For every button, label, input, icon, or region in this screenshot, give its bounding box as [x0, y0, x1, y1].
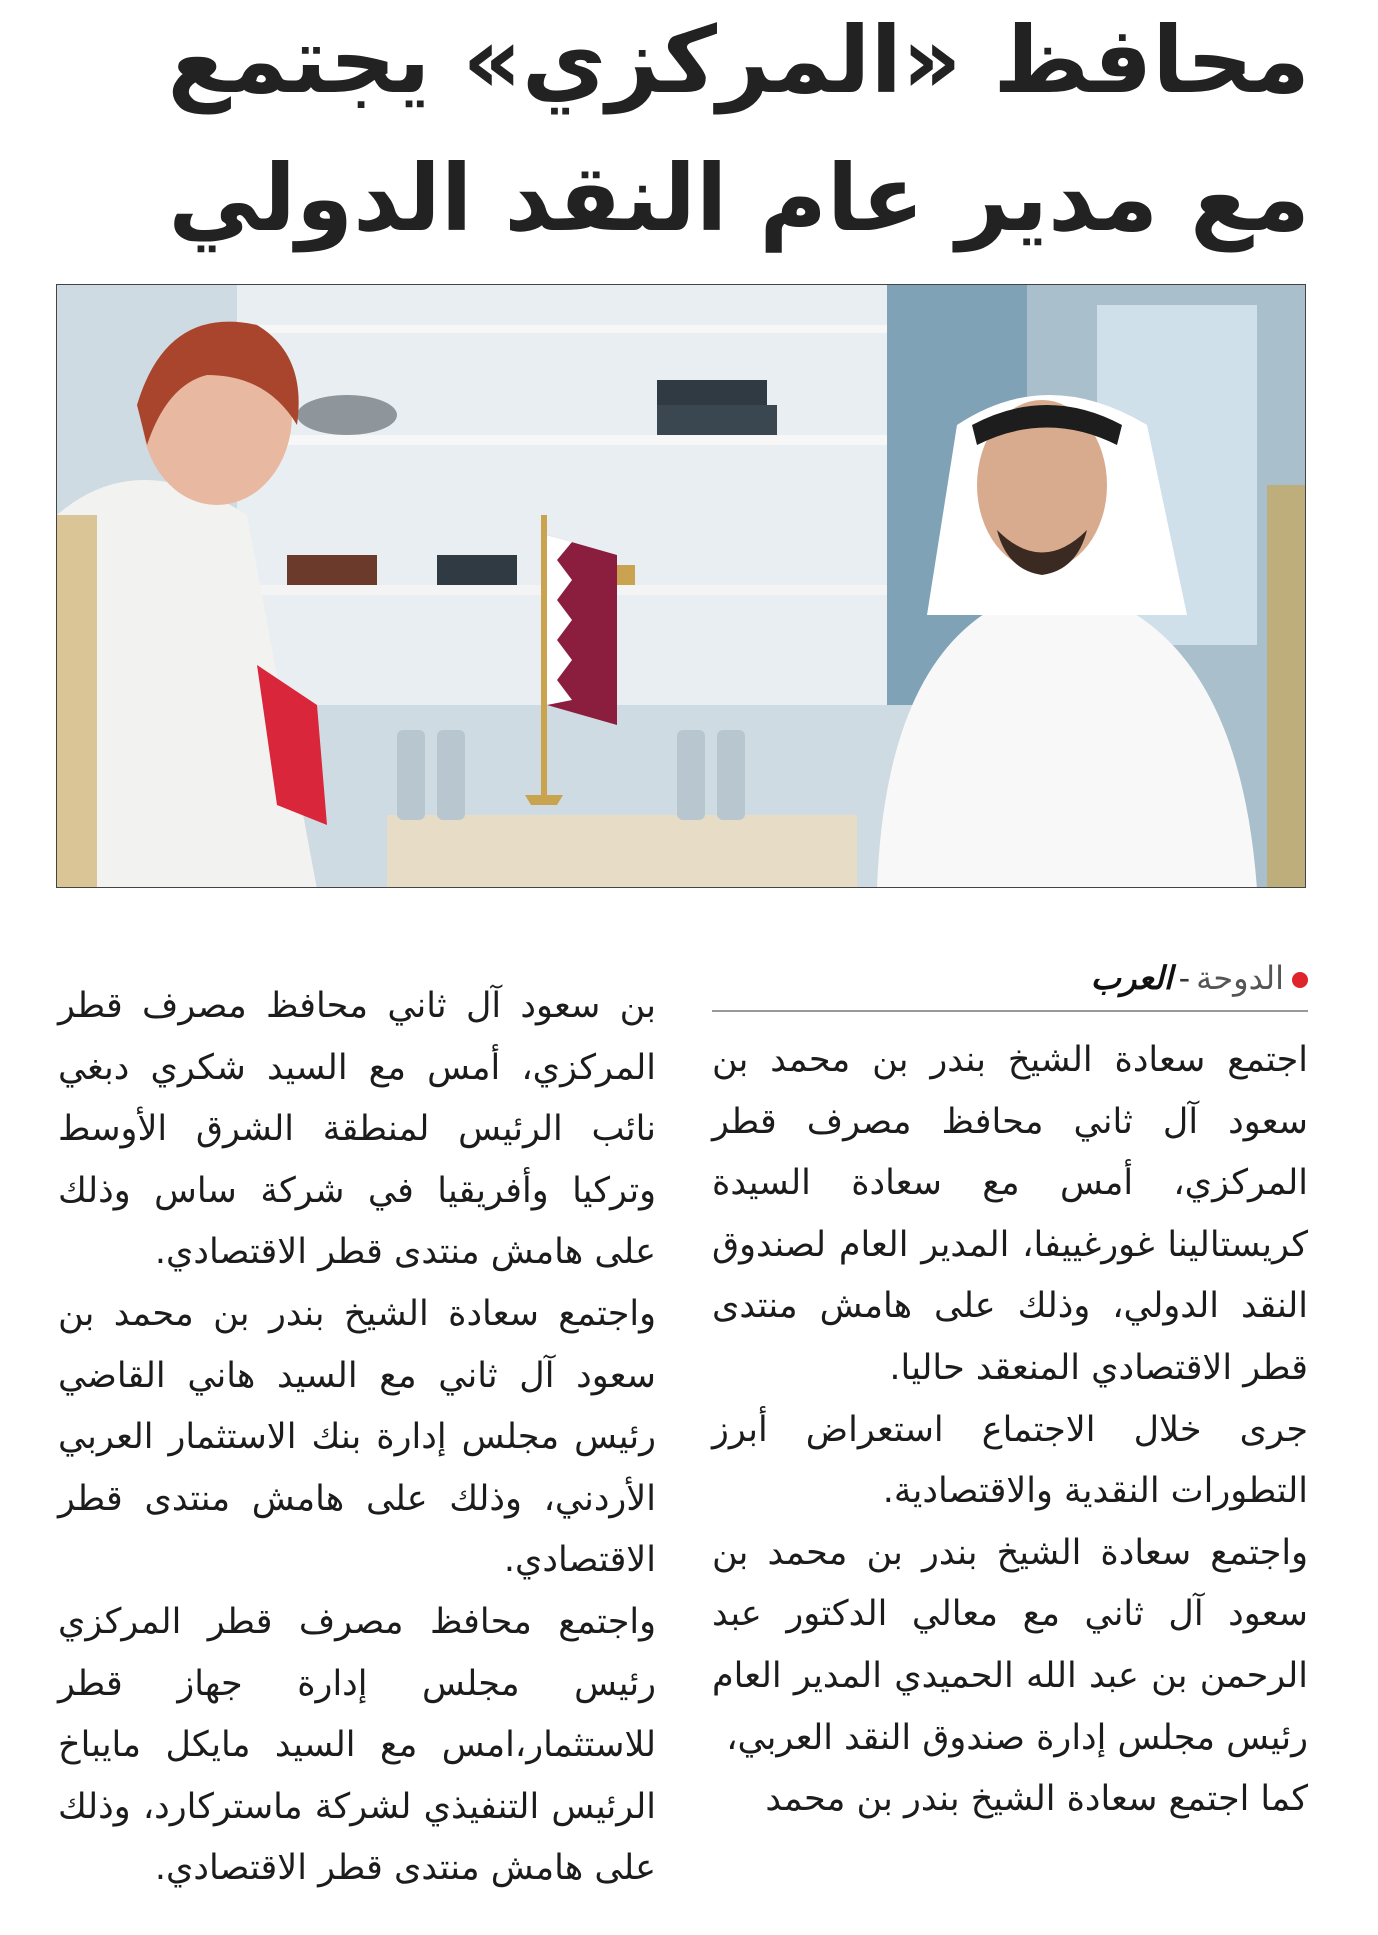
article-column-right	[712, 1030, 1308, 1831]
headline	[40, 0, 1310, 268]
headline-line-1: محافظ «المركزي» يجتمع	[167, 7, 1310, 114]
meeting-photo	[57, 285, 1306, 888]
paragraph: كما اجتمع سعادة الشيخ بندر بن محمد	[765, 1779, 1308, 1820]
dateline	[712, 950, 1308, 1012]
paragraph: واجتمع سعادة الشيخ بندر بن محمد بن سعود آل ثاني مع معالي الدكتور عبد الرحمن بن عبد الله الحميدي المدير العام رئيس مجلس إدارة صندوق النقد العربي،	[712, 1532, 1308, 1758]
article-column-left	[58, 976, 656, 1900]
paragraph: واجتمع سعادة الشيخ بندر بن محمد بن سعود آل ثاني مع السيد هاني القاضي رئيس مجلس إدارة بنك الاستثمار العربي الأردني، وذلك على هامش منتدى قطر الاقتصادي.	[58, 1293, 656, 1581]
dateline-city: الدوحة	[1196, 959, 1284, 997]
headline-line-2: مع مدير عام النقد الدولي	[168, 145, 1310, 252]
paragraph: بن سعود آل ثاني محافظ مصرف قطر المركزي، أمس مع السيد شكري دبغي نائب الرئيس لمنطقة الشرق الأوسط وتركيا وأفريقيا في شركة ساس وذلك على هامش منتدى قطر الاقتصادي.	[58, 986, 656, 1273]
paragraph: جرى خلال الاجتماع استعراض أبرز التطورات النقدية والاقتصادية.	[712, 1409, 1308, 1512]
news-photo	[56, 284, 1306, 888]
red-dot-icon	[1292, 972, 1308, 988]
paragraph: اجتمع سعادة الشيخ بندر بن محمد بن سعود آل ثاني محافظ مصرف قطر المركزي، أمس مع سعادة السيدة كريستالينا غورغييفا، المدير العام لصندوق النقد الدولي، وذلك على هامش منتدى قطر الاقتصادي المنعقد حاليا.	[712, 1040, 1308, 1388]
source-logo: العرب	[1090, 959, 1173, 997]
dateline-separator: -	[1178, 959, 1191, 997]
paragraph: واجتمع محافظ مصرف قطر المركزي رئيس مجلس إدارة جهاز قطر للاستثمار،امس مع السيد مايكل مايباخ الرئيس التنفيذي لشركة ماستركارد، وذلك على هامش منتدى قطر الاقتصادي.	[58, 1601, 656, 1889]
